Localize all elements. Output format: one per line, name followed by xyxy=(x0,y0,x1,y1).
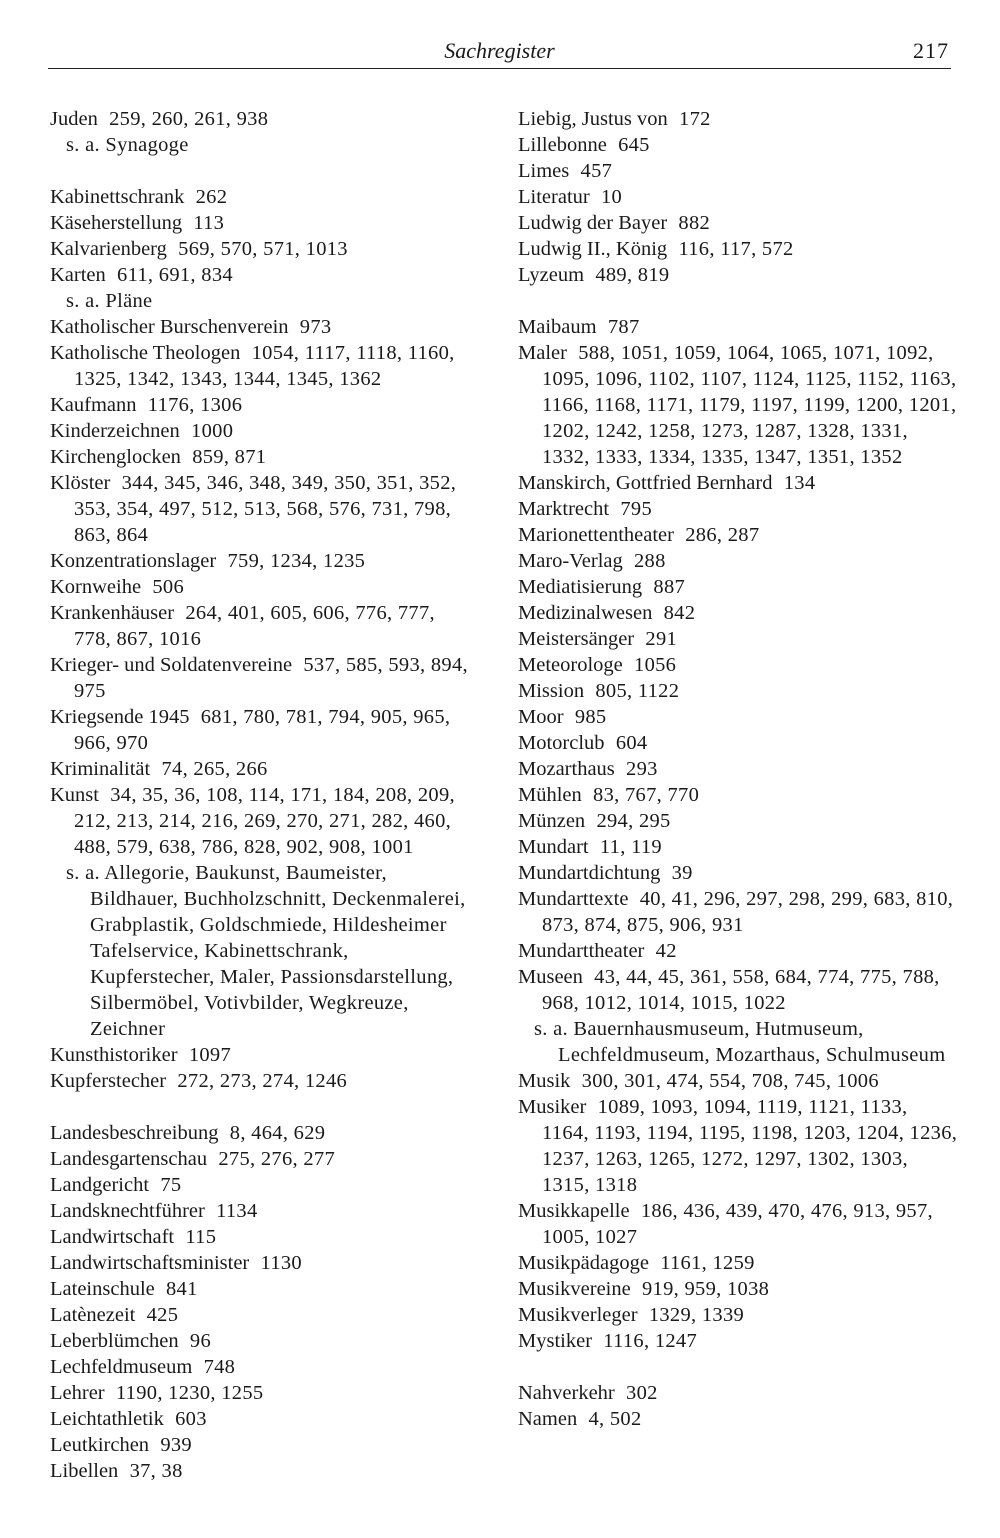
index-term: Lillebonne xyxy=(518,134,607,156)
index-entry xyxy=(50,782,475,860)
see-also-text: s. a. Synagoge xyxy=(66,134,189,156)
index-term: Landesbeschreibung xyxy=(50,1122,219,1144)
index-pages: 286, 287 xyxy=(685,524,760,546)
letter-group-gap xyxy=(518,1354,958,1380)
index-pages: 302 xyxy=(626,1382,658,1404)
index-pages: 42 xyxy=(655,940,677,962)
index-term: Kabinettschrank xyxy=(50,186,185,208)
index-entry xyxy=(50,756,475,782)
index-pages: 681, 780, 781, 794, 905, 965, 966, 970 xyxy=(74,706,451,754)
index-pages: 74, 265, 266 xyxy=(161,758,268,780)
index-pages: 939 xyxy=(160,1434,192,1456)
index-term: Musikvereine xyxy=(518,1278,631,1300)
index-term: Latènezeit xyxy=(50,1304,136,1326)
index-pages: 34, 35, 36, 108, 114, 171, 184, 208, 209, 212, 213, 214, 216, 269, 270, 271, 282, 460, 488, 579, 638, 786, 828, 902, 908, 1001 xyxy=(74,784,455,858)
index-entry xyxy=(518,548,958,574)
index-entry xyxy=(50,314,475,340)
index-pages: 1176, 1306 xyxy=(147,394,243,416)
index-pages: 506 xyxy=(152,576,185,598)
index-term: Lateinschule xyxy=(50,1278,155,1300)
index-pages: 1089, 1093, 1094, 1119, 1121, 1133, 1164, 1193, 1194, 1195, 1198, 1203, 1204, 1236, 1237, 1263, 1265, 1272, 1297, 1302, 1303, 1315, 1318 xyxy=(542,1096,958,1196)
index-entry xyxy=(518,158,958,184)
index-term: Musiker xyxy=(518,1096,587,1118)
index-pages: 985 xyxy=(574,706,607,728)
running-header xyxy=(48,34,951,69)
index-entry xyxy=(518,1250,958,1276)
index-entry xyxy=(50,1458,475,1484)
index-pages: 262 xyxy=(195,186,228,208)
index-pages: 43, 44, 45, 361, 558, 684, 774, 775, 788, 968, 1012, 1014, 1015, 1022 xyxy=(542,966,940,1014)
index-pages: 134 xyxy=(783,472,816,494)
index-pages: 10 xyxy=(600,186,623,208)
index-entry xyxy=(518,678,958,704)
index-term: Konzentrationslager xyxy=(50,550,217,572)
index-pages: 172 xyxy=(679,108,711,130)
index-term: Manskirch, Gottfried Bernhard xyxy=(518,472,773,494)
index-term: Mühlen xyxy=(518,784,582,806)
index-term: Landwirtschaftsminister xyxy=(50,1252,250,1274)
index-term: Libellen xyxy=(50,1460,119,1482)
index-entry xyxy=(50,1042,475,1068)
index-term: Marionettentheater xyxy=(518,524,674,546)
index-pages: 842 xyxy=(663,602,696,624)
index-pages: 859, 871 xyxy=(192,446,267,468)
index-term: Leutkirchen xyxy=(50,1434,150,1456)
see-also-text: s. a. Pläne xyxy=(66,290,153,312)
see-also-text: s. a. Allegorie, Baukunst, Baumeister, Bildhauer, Buchholzschnitt, Deckenmalerei, Grabplastik, Goldschmiede, Hildesheimer Tafelservice, Kabinettschrank, Kupferstecher, Maler, Passionsdarstellung, Silbermöbel, Votivbilder, Wegkreuze, Zeichner xyxy=(66,862,466,1040)
see-also-reference xyxy=(50,860,475,1042)
index-entry xyxy=(50,340,475,392)
index-term: Lechfeldmuseum xyxy=(50,1356,193,1378)
index-term: Musik xyxy=(518,1070,571,1092)
index-term: Literatur xyxy=(518,186,590,208)
index-pages: 1190, 1230, 1255 xyxy=(115,1382,264,1404)
index-term: Meteorologe xyxy=(518,654,623,676)
index-pages: 39 xyxy=(671,862,693,884)
see-also-reference xyxy=(50,132,475,158)
index-term: Landsknechtführer xyxy=(50,1200,205,1222)
index-term: Limes xyxy=(518,160,570,182)
index-pages: 1130 xyxy=(260,1252,302,1274)
index-entry xyxy=(518,1198,958,1250)
index-pages: 264, 401, 605, 606, 776, 777, 778, 867, 1016 xyxy=(74,602,435,650)
index-pages: 1161, 1259 xyxy=(660,1252,755,1274)
index-entry xyxy=(518,1094,958,1198)
index-pages: 805, 1122 xyxy=(595,680,680,702)
index-entry xyxy=(50,1432,475,1458)
index-pages: 537, 585, 593, 894, 975 xyxy=(74,654,468,702)
index-term: Kupferstecher xyxy=(50,1070,167,1092)
index-entry xyxy=(518,600,958,626)
index-pages: 1329, 1339 xyxy=(648,1304,745,1326)
index-pages: 8, 464, 629 xyxy=(229,1122,326,1144)
index-entry xyxy=(518,210,958,236)
index-entry xyxy=(50,1302,475,1328)
index-entry xyxy=(518,1328,958,1354)
index-term: Nahverkehr xyxy=(518,1382,615,1404)
index-term: Musikverleger xyxy=(518,1304,638,1326)
index-term: Katholische Theologen xyxy=(50,342,241,364)
index-entry xyxy=(50,392,475,418)
see-also-text: s. a. Bauernhausmuseum, Hutmuseum, Lechfeldmuseum, Mozarthaus, Schulmuseum xyxy=(534,1018,946,1066)
index-term: Leberblümchen xyxy=(50,1330,179,1352)
index-term: Juden xyxy=(50,108,98,130)
index-entry xyxy=(518,262,958,288)
index-entry xyxy=(518,730,958,756)
index-entry xyxy=(518,938,958,964)
index-term: Kornweihe xyxy=(50,576,142,598)
index-term: Landesgartenschau xyxy=(50,1148,208,1170)
index-entry xyxy=(518,1380,958,1406)
index-pages: 1056 xyxy=(634,654,677,676)
index-term: Kalvarienberg xyxy=(50,238,167,260)
index-entry xyxy=(518,860,958,886)
index-entry xyxy=(518,522,958,548)
index-pages: 1134 xyxy=(216,1200,258,1222)
running-head-title: Sachregister xyxy=(444,38,555,63)
index-entry xyxy=(518,886,958,938)
index-pages: 457 xyxy=(580,160,613,182)
index-pages: 1097 xyxy=(188,1044,232,1066)
index-term: Kriegsende 1945 xyxy=(50,706,190,728)
index-entry xyxy=(50,1198,475,1224)
index-pages: 604 xyxy=(615,732,648,754)
index-term: Kinderzeichnen xyxy=(50,420,180,442)
index-term: Mundarttheater xyxy=(518,940,645,962)
index-term: Museen xyxy=(518,966,583,988)
index-pages: 293 xyxy=(626,758,658,780)
index-term: Lehrer xyxy=(50,1382,105,1404)
index-entry xyxy=(518,314,958,340)
index-term: Maro-Verlag xyxy=(518,550,623,572)
letter-group-gap xyxy=(50,1094,475,1120)
index-pages: 75 xyxy=(160,1174,182,1196)
index-pages: 588, 1051, 1059, 1064, 1065, 1071, 1092, 1095, 1096, 1102, 1107, 1124, 1125, 1152, 1163, 1166, 1168, 1171, 1179, 1197, 1199, 1200, 1201, 1202, 1242, 1258, 1273, 1287, 1328, 1331, 1332, 1333, 1334, 1335, 1347, 1351, 1352 xyxy=(542,342,957,468)
index-entry xyxy=(518,704,958,730)
index-pages: 83, 767, 770 xyxy=(593,784,700,806)
index-pages: 186, 436, 439, 470, 476, 913, 957, 1005, 1027 xyxy=(542,1200,933,1248)
index-term: Mystiker xyxy=(518,1330,593,1352)
index-pages: 1116, 1247 xyxy=(603,1330,698,1352)
page-number: 217 xyxy=(913,38,949,63)
index-entry xyxy=(518,574,958,600)
index-pages: 1054, 1117, 1118, 1160, 1325, 1342, 1343, 1344, 1345, 1362 xyxy=(74,342,455,390)
index-term: Kunsthistoriker xyxy=(50,1044,178,1066)
index-term: Krankenhäuser xyxy=(50,602,175,624)
index-entry xyxy=(50,184,475,210)
index-term: Mundartdichtung xyxy=(518,862,661,884)
index-pages: 748 xyxy=(203,1356,236,1378)
index-term: Landwirtschaft xyxy=(50,1226,175,1248)
index-term: Musikpädagoge xyxy=(518,1252,649,1274)
index-entry xyxy=(50,1224,475,1250)
index-pages: 1000 xyxy=(191,420,234,442)
index-term: Ludwig II., König xyxy=(518,238,668,260)
index-entry xyxy=(518,1276,958,1302)
index-entry xyxy=(50,1328,475,1354)
index-pages: 113 xyxy=(193,212,225,234)
index-entry xyxy=(50,236,475,262)
index-entry xyxy=(50,470,475,548)
index-entry xyxy=(518,808,958,834)
index-entry xyxy=(518,1302,958,1328)
index-term: Münzen xyxy=(518,810,586,832)
index-entry xyxy=(518,340,958,470)
index-entry xyxy=(50,210,475,236)
index-term: Moor xyxy=(518,706,564,728)
index-entry xyxy=(50,1380,475,1406)
index-entry xyxy=(50,1146,475,1172)
index-entry xyxy=(518,184,958,210)
index-pages: 259, 260, 261, 938 xyxy=(109,108,269,130)
index-entry xyxy=(50,1276,475,1302)
index-pages: 787 xyxy=(607,316,640,338)
index-pages: 275, 276, 277 xyxy=(218,1148,336,1170)
index-term: Käseherstellung xyxy=(50,212,183,234)
index-pages: 288 xyxy=(634,550,666,572)
index-pages: 272, 273, 274, 1246 xyxy=(177,1070,348,1092)
index-term: Mission xyxy=(518,680,585,702)
index-pages: 11, 119 xyxy=(599,836,662,858)
index-pages: 645 xyxy=(618,134,650,156)
index-term: Katholischer Burschenverein xyxy=(50,316,289,338)
index-pages: 611, 691, 834 xyxy=(117,264,233,286)
index-entry xyxy=(518,964,958,1016)
index-term: Ludwig der Bayer xyxy=(518,212,668,234)
see-also-reference xyxy=(50,288,475,314)
index-term: Mundart xyxy=(518,836,589,858)
index-entry xyxy=(50,1120,475,1146)
index-term: Kriminalität xyxy=(50,758,151,780)
index-term: Maibaum xyxy=(518,316,597,338)
index-pages: 115 xyxy=(185,1226,217,1248)
index-entry xyxy=(50,1250,475,1276)
index-entry xyxy=(50,262,475,288)
index-entry xyxy=(518,756,958,782)
index-entry xyxy=(518,470,958,496)
index-entry xyxy=(518,1406,958,1432)
index-entry xyxy=(518,626,958,652)
index-term: Karten xyxy=(50,264,106,286)
index-entry xyxy=(50,444,475,470)
index-pages: 759, 1234, 1235 xyxy=(227,550,366,572)
index-pages: 37, 38 xyxy=(129,1460,183,1482)
index-term: Namen xyxy=(518,1408,578,1430)
index-entry xyxy=(50,600,475,652)
index-entry xyxy=(50,1172,475,1198)
index-term: Musikkapelle xyxy=(518,1200,630,1222)
index-term: Maler xyxy=(518,342,567,364)
index-term: Liebig, Justus von xyxy=(518,108,668,130)
index-entry xyxy=(518,236,958,262)
see-also-reference xyxy=(518,1016,958,1068)
index-pages: 489, 819 xyxy=(595,264,670,286)
index-pages: 569, 570, 571, 1013 xyxy=(178,238,348,260)
index-entry xyxy=(50,1354,475,1380)
index-term: Landgericht xyxy=(50,1174,150,1196)
index-pages: 4, 502 xyxy=(588,1408,642,1430)
index-pages: 887 xyxy=(653,576,686,598)
index-entry xyxy=(518,106,958,132)
index-term: Marktrecht xyxy=(518,498,610,520)
index-term: Kirchenglocken xyxy=(50,446,181,468)
index-pages: 294, 295 xyxy=(596,810,671,832)
index-entry xyxy=(518,1068,958,1094)
index-pages: 96 xyxy=(189,1330,212,1352)
index-term: Motorclub xyxy=(518,732,605,754)
index-term: Leichtathletik xyxy=(50,1408,164,1430)
index-entry xyxy=(50,1068,475,1094)
index-term: Mediatisierung xyxy=(518,576,643,598)
index-pages: 291 xyxy=(645,628,678,650)
letter-group-gap xyxy=(50,158,475,184)
index-term: Mozarthaus xyxy=(518,758,615,780)
letter-group-gap xyxy=(518,288,958,314)
index-pages: 300, 301, 474, 554, 708, 745, 1006 xyxy=(581,1070,879,1092)
index-entry xyxy=(518,652,958,678)
index-pages: 882 xyxy=(678,212,711,234)
index-entry xyxy=(518,834,958,860)
index-pages: 795 xyxy=(620,498,652,520)
index-term: Klöster xyxy=(50,472,111,494)
index-term: Meistersänger xyxy=(518,628,635,650)
index-entry xyxy=(50,1406,475,1432)
index-entry xyxy=(518,782,958,808)
index-column-left xyxy=(50,106,475,1484)
index-entry xyxy=(50,704,475,756)
index-pages: 40, 41, 296, 297, 298, 299, 683, 810, 873, 874, 875, 906, 931 xyxy=(542,888,954,936)
index-entry xyxy=(518,132,958,158)
index-pages: 344, 345, 346, 348, 349, 350, 351, 352, 353, 354, 497, 512, 513, 568, 576, 731, 798, 863, 864 xyxy=(74,472,457,546)
index-term: Krieger- und Soldatenvereine xyxy=(50,654,293,676)
index-term: Medizinalwesen xyxy=(518,602,653,624)
index-entry xyxy=(518,496,958,522)
index-column-right xyxy=(518,106,958,1432)
index-pages: 603 xyxy=(175,1408,207,1430)
index-pages: 116, 117, 572 xyxy=(678,238,794,260)
index-entry xyxy=(50,548,475,574)
index-pages: 973 xyxy=(299,316,332,338)
index-pages: 919, 959, 1038 xyxy=(642,1278,770,1300)
index-term: Mundarttexte xyxy=(518,888,629,910)
index-pages: 841 xyxy=(166,1278,198,1300)
index-term: Kaufmann xyxy=(50,394,137,416)
index-entry xyxy=(50,106,475,132)
index-term: Kunst xyxy=(50,784,99,806)
index-entry xyxy=(50,418,475,444)
index-pages: 425 xyxy=(146,1304,179,1326)
index-entry xyxy=(50,652,475,704)
index-entry xyxy=(50,574,475,600)
index-term: Lyzeum xyxy=(518,264,585,286)
